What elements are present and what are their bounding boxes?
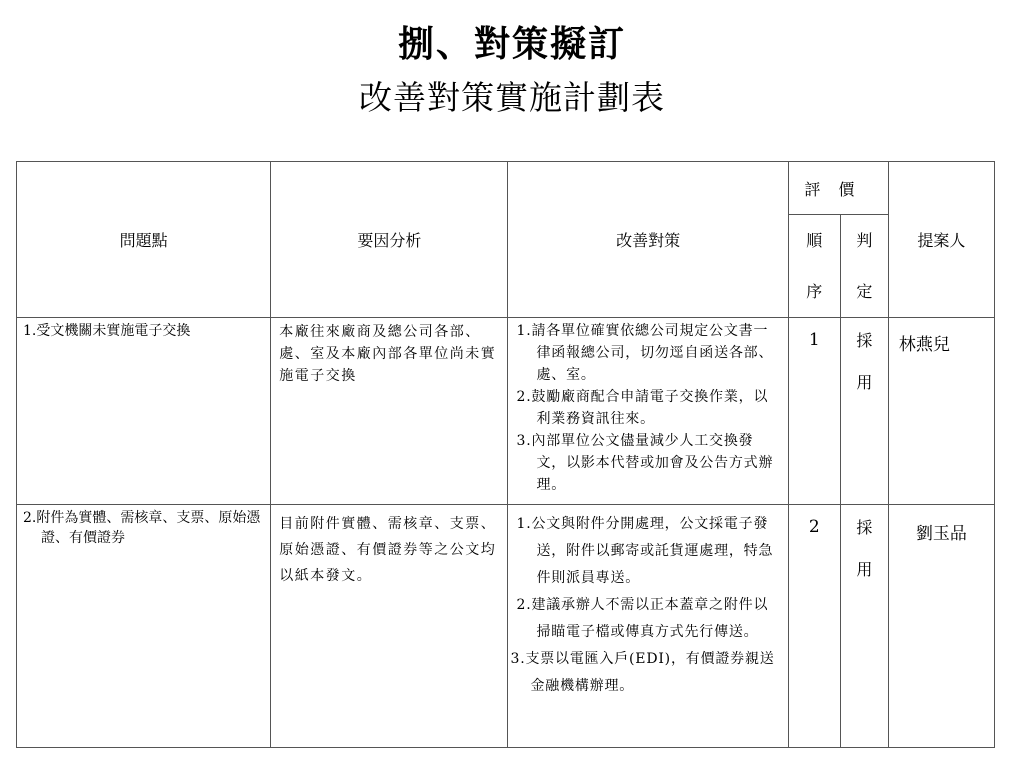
order-cell: 2 [788,505,840,748]
problem-cell [17,318,271,505]
header-cause: 要因分析 [271,162,508,318]
header-evaluation: 評價 [788,162,888,215]
problem-cell [17,505,271,748]
action-item: 3.支票以電匯入戶(EDI)，有價證券親送金融機構辦理。 [510,651,775,694]
action-item: 2.建議承辦人不需以正本蓋章之附件以掃瞄電子檔或傳真方式先行傳送。 [516,597,769,640]
table-row [17,318,995,505]
cause-cell: 目前附件實體、需核章、支票、原始憑證、有價證券等之公文均以紙本發文。 [271,505,508,748]
judge-line2: 用 [856,373,873,392]
action-cell [508,318,788,505]
header-action: 改善對策 [508,162,788,318]
proposer-cell: 林燕兒 [888,318,994,505]
action-cell [508,505,788,748]
judge-cell [840,318,888,505]
improvement-plan-table [16,161,995,748]
judge-line1: 採 [856,331,873,350]
judge-cell [840,505,888,748]
cause-cell: 本廠往來廠商及總公司各部、處、室及本廠內部各單位尚未實施電子交換 [271,318,508,505]
action-item: 2.鼓勵廠商配合申請電子交換作業，以利業務資訊往來。 [516,389,769,427]
page-title: 捌、對策擬訂 [397,23,626,65]
judge-line1: 採 [856,518,873,537]
header-proposer: 提案人 [888,162,994,318]
table-row [17,505,995,748]
proposer-cell: 劉玉品 [888,505,994,748]
problem-text: 1.受文機關未實施電子交換 [23,323,191,339]
header-order [788,215,840,318]
header-judge-line2: 定 [856,282,873,301]
page-subtitle: 改善對策實施計劃表 [359,78,665,117]
action-item: 1.公文與附件分開處理，公文採電子發送，附件以郵寄或託貨運處理，特急件則派員專送。 [516,516,774,586]
header-judge-line1: 判 [856,231,873,250]
header-order-line2: 序 [806,282,823,301]
header-problem: 問題點 [17,162,271,318]
action-item: 1.請各單位確實依總公司規定公文書一律函報總公司，切勿逕自函送各部、處、室。 [516,323,774,383]
order-cell: 1 [788,318,840,505]
judge-line2: 用 [856,560,873,579]
action-item: 3.內部單位公文儘量減少人工交換發文，以影本代替或加會及公告方式辦理。 [516,433,774,493]
header-order-line1: 順 [806,231,823,250]
problem-text: 2.附件為實體、需核章、支票、原始憑證、有價證券 [23,510,261,546]
header-judge [840,215,888,318]
